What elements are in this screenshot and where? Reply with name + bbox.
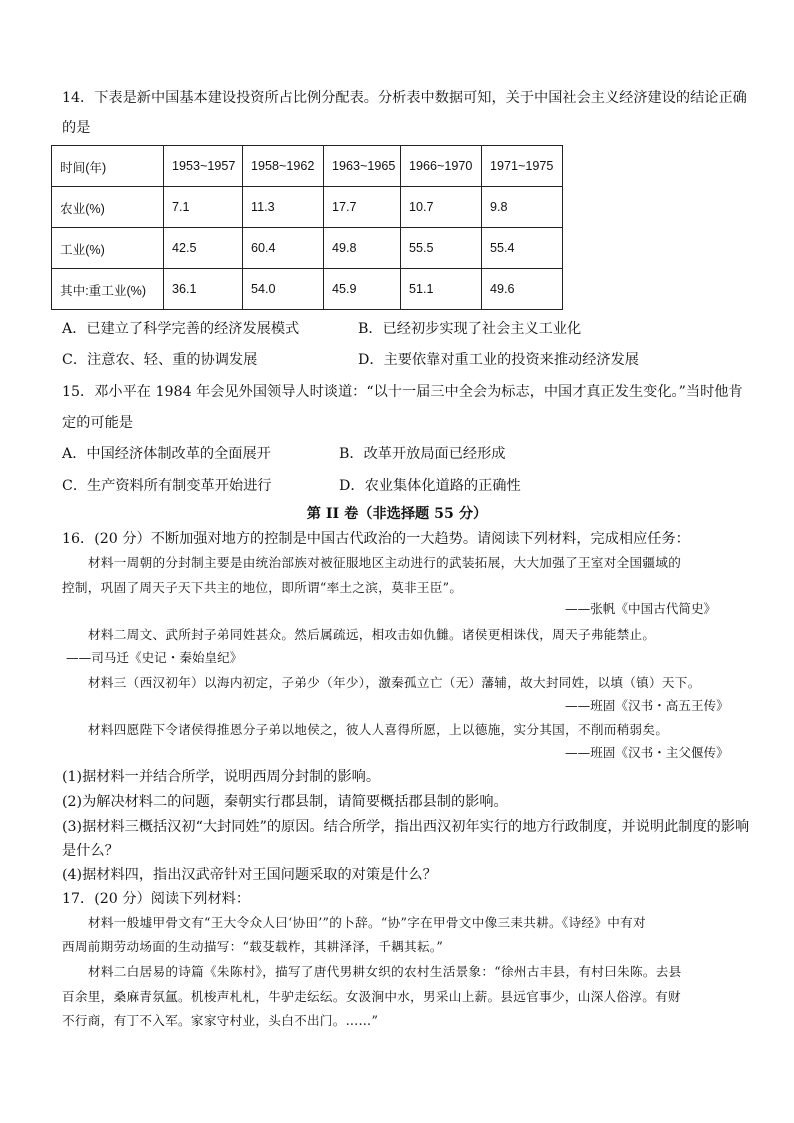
table-row [52, 269, 563, 310]
q16-task3-line1: (3)据材料三概括汉初“大封同姓”的原因。结合所学，指出西汉初年实行的地方行政制度，并说明此制度的影响 [62, 819, 750, 835]
q16-material3-source: ——班固《汉书・高五王传》 [565, 698, 729, 713]
q16-material1-line2: 控制，巩固了周天子天下共主的地位，即所谓“率土之滨，莫非王臣”。 [62, 580, 463, 595]
q14-option-c: C．注意农、轻、重的协调发展 [62, 352, 258, 368]
table-cell: 其中:重工业(%) [52, 269, 164, 310]
table-cell: 54.0 [243, 269, 324, 310]
q16-material2-line1: 材料二周文、武所封子弟同姓甚众。然后属疏远，相攻击如仇雠。诸侯更相诛伐，周天子弗能禁止。 [88, 627, 656, 642]
table-cell: 1971~1975 [482, 146, 563, 187]
q16-task1: (1)据材料一并结合所学，说明西周分封制的影响。 [62, 769, 381, 785]
table-cell: 45.9 [324, 269, 401, 310]
q15-option-c: C．生产资料所有制变革开始进行 [62, 478, 272, 494]
q15-option-a: A．中国经济体制改革的全面展开 [62, 446, 271, 462]
table-header-row [52, 146, 563, 187]
q16-material3-line1: 材料三（西汉初年）以海内初定，子弟少（年少），激秦孤立亡（无）藩辅，故大封同姓，以填（镇）天下。 [88, 675, 701, 690]
table-cell: 7.1 [164, 187, 243, 228]
table-cell: 1958~1962 [243, 146, 324, 187]
q17-material1-line1: 材料一般墟甲骨文有“王大令众人曰‘协田’”的卜辞。“协”字在甲骨文中像三耒共耕。《诗经》中有对 [88, 915, 646, 930]
section-title: 第 II 卷（非选择题 55 分） [306, 506, 488, 522]
q17-stem: 17．(20 分）阅读下列材料： [62, 891, 251, 907]
table-cell: 42.5 [164, 228, 243, 269]
q16-task2: (2)为解决材料二的问题，秦朝实行郡县制，请简要概括郡县制的影响。 [62, 794, 508, 810]
q16-material4-source: ——班固《汉书・主父偃传》 [565, 745, 729, 760]
table-cell: 1963~1965 [324, 146, 401, 187]
table-cell: 55.4 [482, 228, 563, 269]
q15-option-d: D．农业集体化道路的正确性 [339, 478, 521, 494]
q16-stem: 16．(20 分）不断加强对地方的控制是中国古代政治的一大趋势。请阅读下列材料，完成相应任务： [62, 531, 690, 547]
q16-material4-line1: 材料四愿陛下令诸侯得推恩分子弟以地侯之，彼人人喜得所愿，上以德施，实分其国，不削而稍弱矣。 [88, 722, 669, 737]
q16-material2-source: ——司马迁《史记・秦始皇纪》 [66, 650, 243, 665]
q15-stem-line1: 15．邓小平在 1984 年会见外国领导人时谈道：“以十一届三中全会为标志，中国才真正发生变化。”当时他肯 [62, 384, 743, 400]
table-cell: 55.5 [401, 228, 482, 269]
table-row [52, 187, 563, 228]
table-cell: 农业(%) [52, 187, 164, 228]
q14-option-b: B．已经初步实现了社会主义工业化 [358, 321, 582, 337]
q16-task4: (4)据材料四，指出汉武帝针对王国问题采取的对策是什么？ [62, 867, 437, 883]
table-cell: 36.1 [164, 269, 243, 310]
table-cell: 11.3 [243, 187, 324, 228]
table-cell: 10.7 [401, 187, 482, 228]
table-cell: 时间(年) [52, 146, 164, 187]
table-row [52, 228, 563, 269]
q15-stem-line2: 定的可能是 [62, 415, 133, 431]
q17-material2-line2: 百余里，桑麻青氛氲。机梭声札札，牛驴走纭纭。女汲涧中水，男采山上薪。县远官事少，山深人俗淳。有财 [62, 989, 681, 1004]
table-cell: 工业(%) [52, 228, 164, 269]
q14-stem-line2: 的是 [62, 120, 91, 136]
q16-material1-line1: 材料一周朝的分封制主要是由统治部族对被征服地区主动进行的武装拓展，大大加强了王室对全国疆域的 [88, 555, 682, 570]
q14-stem-line1: 14．下表是新中国基本建设投资所占比例分配表。分析表中数据可知，关于中国社会主义经济建设的结论正确 [62, 90, 747, 106]
table-cell: 49.8 [324, 228, 401, 269]
q17-material2-line3: 不行商，有丁不入军。家家守村业，头白不出门。……” [62, 1013, 379, 1028]
q16-material1-source: ——张帆《中国古代简史》 [565, 601, 717, 616]
table-cell: 60.4 [243, 228, 324, 269]
table-cell: 9.8 [482, 187, 563, 228]
q16-task3-line2: 是什么？ [62, 843, 119, 859]
q17-material1-line2: 西周前期劳动场面的生动描写：“载芟载柞，其耕泽泽，千耦其耘。” [62, 939, 444, 954]
table-cell: 1966~1970 [401, 146, 482, 187]
q14-option-d: D．主要依靠对重工业的投资来推动经济发展 [358, 352, 639, 368]
q15-option-b: B．改革开放局面已经形成 [339, 446, 506, 462]
q14-option-a: A．已建立了科学完善的经济发展模式 [62, 321, 300, 337]
investment-table [51, 145, 563, 310]
table-cell: 49.6 [482, 269, 563, 310]
table-cell: 17.7 [324, 187, 401, 228]
table-cell: 1953~1957 [164, 146, 243, 187]
q17-material2-line1: 材料二白居易的诗篇《朱陈村》，描写了唐代男耕女织的农村生活景象：“徐州古丰县，有村曰朱陈。去县 [88, 964, 682, 979]
table-cell: 51.1 [401, 269, 482, 310]
